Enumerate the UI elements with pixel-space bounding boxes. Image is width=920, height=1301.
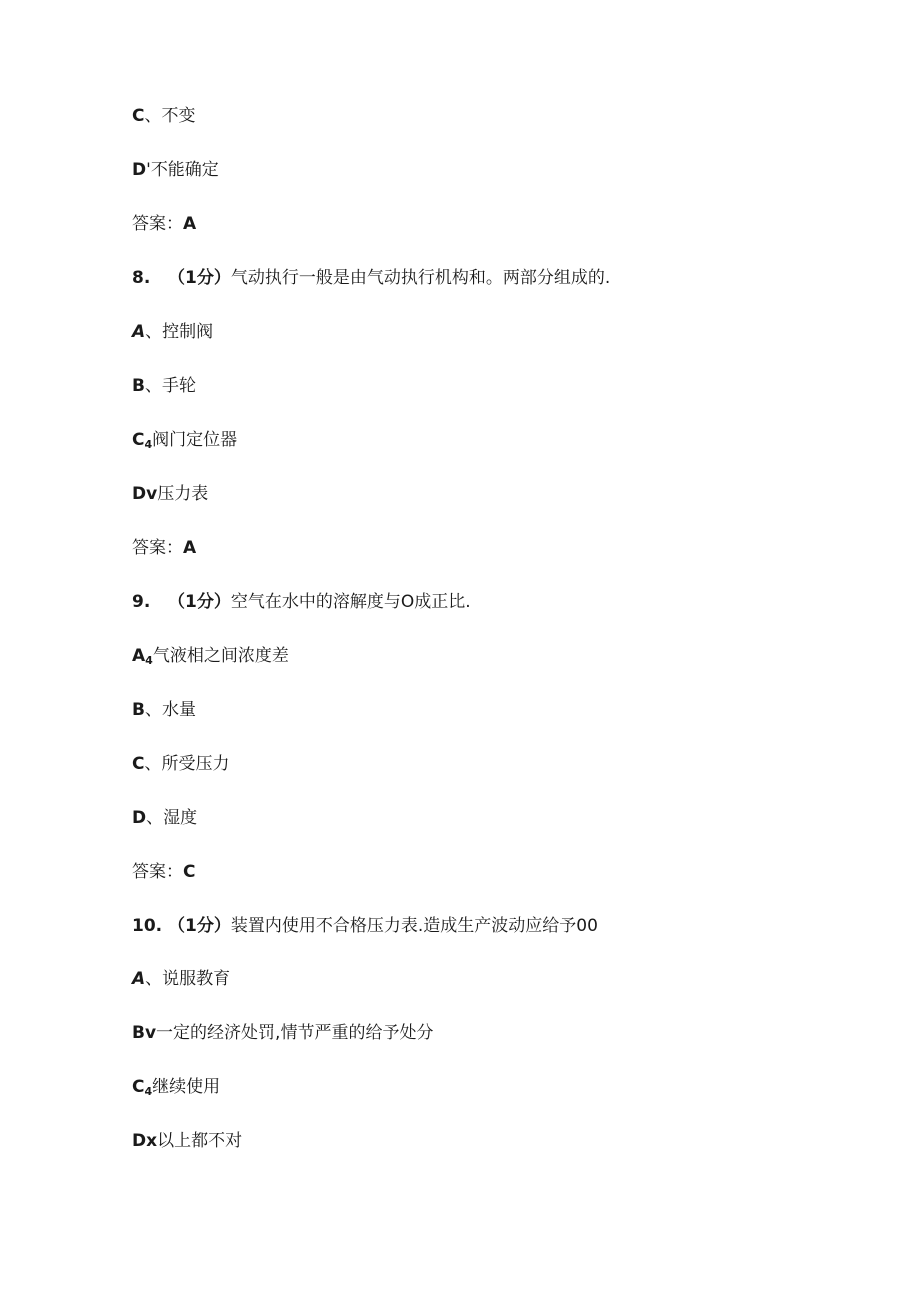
option-c-line: [132, 105, 195, 127]
option-d-line: [132, 159, 219, 181]
option-letter: B: [132, 376, 145, 396]
option-subscript: 4: [145, 654, 153, 667]
question-number: 8.: [132, 268, 151, 288]
option-separator: 、: [144, 106, 162, 126]
answer-label: 答案：: [132, 538, 183, 558]
option-letter: Bv: [132, 1023, 157, 1043]
question-text: 装置内使用不合格压力表.造成生产波动应给予00: [230, 916, 598, 936]
option-separator: 、: [144, 700, 162, 720]
option-letter: A: [132, 646, 146, 666]
question-number: 10.: [132, 916, 163, 936]
option-b-line: [132, 375, 196, 397]
option-subscript: 4: [144, 438, 153, 451]
option-text: 水量: [161, 700, 196, 720]
option-letter: A: [132, 322, 146, 342]
option-separator: 、: [145, 969, 163, 989]
option-b-line: [132, 1022, 433, 1044]
question-9: [132, 591, 471, 613]
option-separator: 、: [145, 322, 163, 342]
option-letter: B: [132, 700, 145, 720]
question-score: （1分）: [168, 268, 231, 288]
option-separator: 、: [146, 808, 164, 828]
option-text: 不变: [161, 106, 196, 126]
option-letter: A: [132, 969, 146, 989]
option-letter: Dx: [132, 1131, 158, 1151]
option-d-line: [132, 807, 197, 829]
option-letter: C: [132, 106, 145, 126]
option-d-line: [132, 483, 208, 505]
option-a-line: [132, 321, 213, 343]
answer-label: 答案：: [132, 862, 183, 882]
question-text: 气动执行一般是由气动执行机构和。两部分组成的.: [230, 268, 611, 288]
option-text: 说服教育: [162, 969, 231, 989]
option-text: 所受压力: [161, 754, 230, 774]
option-text: 不能确定: [150, 160, 219, 180]
option-letter: C: [132, 430, 145, 450]
question-score: （1分）: [168, 592, 231, 612]
answer-value: A: [183, 214, 197, 234]
answer-value: A: [183, 538, 197, 558]
option-text: 阀门定位器: [152, 430, 238, 450]
option-a-line: [132, 645, 289, 672]
option-c-line: [132, 1076, 220, 1103]
option-separator: 、: [144, 376, 162, 396]
option-text: 压力表: [157, 484, 209, 504]
option-separator: 、: [144, 754, 162, 774]
option-d-line: [132, 1130, 242, 1152]
option-a-line: [132, 968, 230, 990]
question-10: [132, 915, 598, 937]
answer-value: C: [183, 862, 196, 882]
option-text: 一定的经济处罚,情节严重的给予处分: [156, 1023, 434, 1043]
option-letter: D: [132, 808, 147, 828]
question-score: （1分）: [168, 916, 231, 936]
question-number: 9.: [132, 592, 151, 612]
option-c-line: [132, 429, 237, 456]
answer-line: [132, 213, 196, 235]
option-letter: C: [132, 754, 145, 774]
option-letter: Dv: [132, 484, 158, 504]
option-letter: D: [132, 160, 147, 180]
answer-line: [132, 861, 195, 883]
option-text: 手轮: [161, 376, 196, 396]
option-text: 气液相之间浓度差: [152, 646, 289, 666]
option-letter: C: [132, 1077, 145, 1097]
question-text: 空气在水中的溶解度与O成正比.: [230, 592, 471, 612]
option-separator: ': [146, 160, 151, 180]
option-text: 控制阀: [162, 322, 214, 342]
option-text: 继续使用: [152, 1077, 221, 1097]
answer-label: 答案：: [132, 214, 183, 234]
option-text: 湿度: [163, 808, 198, 828]
option-b-line: [132, 699, 196, 721]
option-c-line: [132, 753, 229, 775]
option-text: 以上都不对: [157, 1131, 243, 1151]
question-8: [132, 267, 610, 289]
answer-line: [132, 537, 196, 559]
option-subscript: 4: [144, 1085, 153, 1098]
